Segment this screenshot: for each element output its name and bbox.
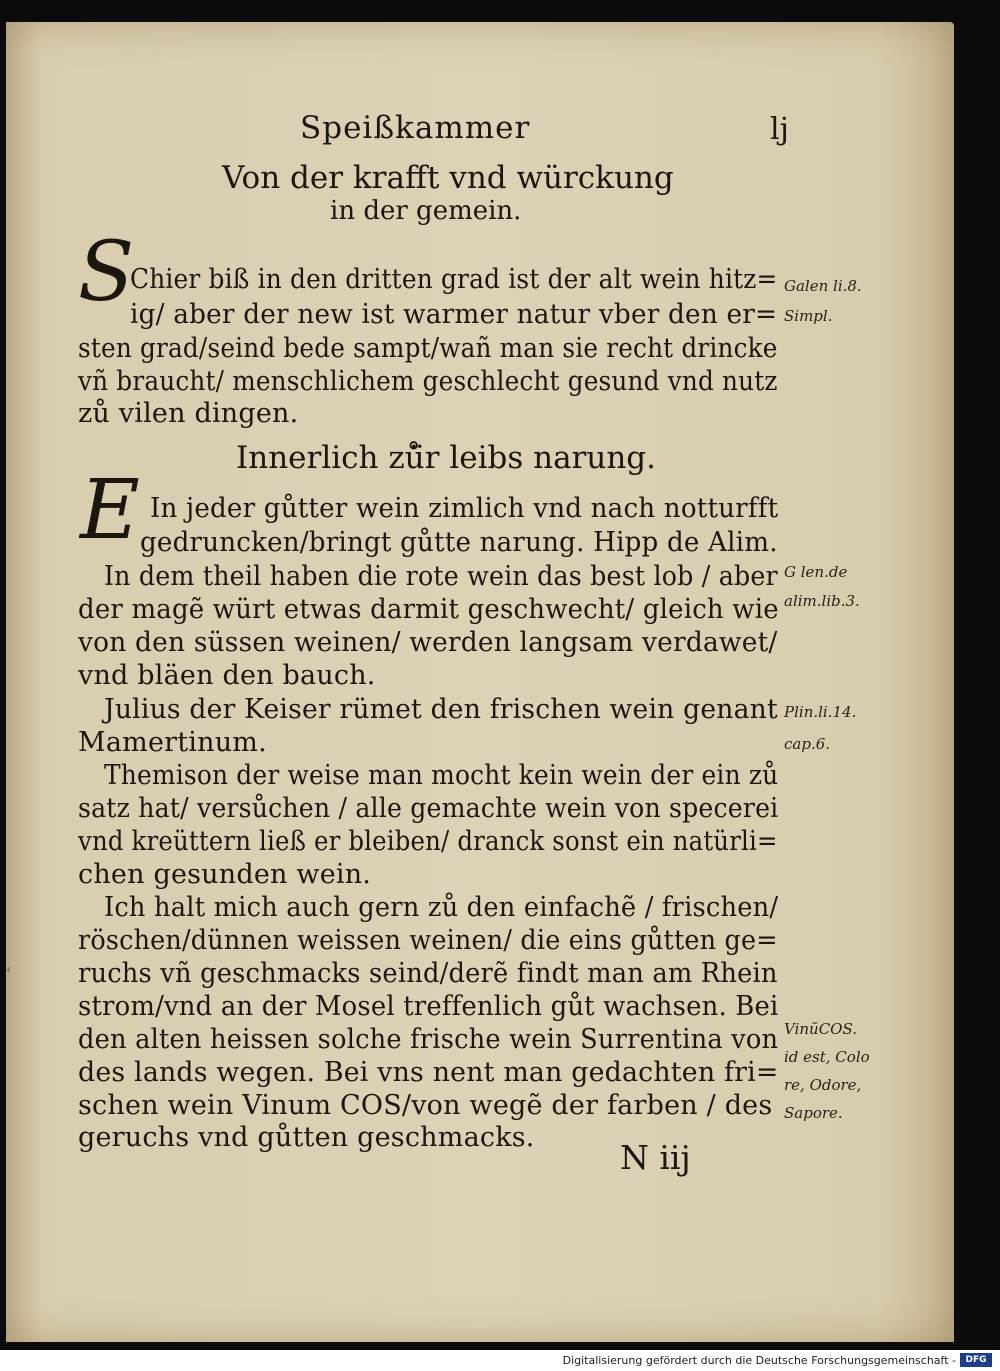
text-line: chen gesunden wein. — [78, 859, 372, 890]
section-heading-2: Innerlich zů̈r leibs narung. — [236, 440, 656, 476]
text-line: geruchs vnd gůtten geschmacks. — [78, 1122, 535, 1153]
text-line: Julius der Keiser rümet den frischen wein genant — [104, 694, 778, 725]
page-edge-mark: ‹ — [6, 962, 12, 978]
text-line: sten grad/seind bede sampt/wañ man sie recht drincke — [78, 333, 778, 364]
footer-credit: Digitalisierung gefördert durch die Deutsche Forschungsgemeinschaft - — [562, 1354, 956, 1367]
text-line: vñ braucht/ menschlichem geschlecht gesund vnd nutz — [78, 366, 778, 397]
margin-note: cap.6. — [784, 735, 831, 753]
signature-mark: N iij — [620, 1138, 691, 1177]
margin-note: id est, Colo — [784, 1048, 870, 1066]
dfg-logo: DFG — [960, 1353, 992, 1367]
text-line: von den süssen weinen/ werden langsam verdawet/ — [78, 627, 778, 658]
margin-note: Sapore. — [784, 1104, 843, 1122]
drop-cap-s: S — [78, 225, 135, 320]
text-line: Chier biß in den dritten grad ist der alt wein hitz= — [130, 264, 778, 295]
text-line: In dem theil haben die rote wein das best lob / aber — [104, 561, 778, 592]
section-heading: Von der krafft vnd würckung — [222, 160, 674, 196]
running-title: Speißkammer — [300, 110, 531, 146]
text-line: zů vilen dingen. — [78, 398, 299, 429]
section-subheading: in der gemein. — [330, 196, 522, 226]
folio-number: lj — [770, 112, 789, 147]
text-line: strom/vnd an der Mosel treffenlich gůt wachsen. Bei — [78, 991, 779, 1022]
text-line: vnd kreüttern ließ er bleiben/ dranck sonst ein natürli= — [78, 826, 778, 857]
text-line: des lands wegen. Bei vns nent man gedachten fri= — [78, 1057, 779, 1088]
margin-note: Galen li.8. — [784, 277, 862, 295]
text-line: gedruncken/bringt gůtte narung. Hipp de Alim. — [140, 527, 778, 558]
text-line: ig/ aber der new ist warmer natur vber den er= — [130, 299, 778, 330]
drop-cap-e: E — [80, 463, 140, 558]
margin-note: re, Odore, — [784, 1076, 862, 1094]
text-line: röschen/dünnen weissen weinen/ die eins gůtten ge= — [78, 925, 778, 956]
margin-note: VinũCOS. — [784, 1020, 857, 1038]
text-line: der magẽ würt etwas darmit geschwecht/ gleich wie — [78, 594, 779, 625]
footer-bar — [0, 1350, 1000, 1371]
margin-note: Plin.li.14. — [784, 703, 857, 721]
margin-note: G len.de — [784, 563, 848, 581]
text-line: In jeder gůtter wein zimlich vnd nach notturfft — [150, 493, 779, 524]
text-line: vnd bläen den bauch. — [78, 660, 376, 691]
margin-note: alim.lib.3. — [784, 592, 860, 610]
text-line: Mamertinum. — [78, 727, 267, 758]
margin-note: Simpl. — [784, 307, 833, 325]
text-line: schen wein Vinum COS/von wegẽ der farben / des — [78, 1090, 773, 1121]
text-line: Ich halt mich auch gern zů den einfachẽ / frischen/ — [104, 892, 779, 923]
text-line: satz hat/ versůchen / alle gemachte wein von specerei — [78, 793, 779, 824]
text-line: Themison der weise man mocht kein wein der ein zů — [104, 760, 779, 791]
text-line: den alten heissen solche frische wein Surrentina von — [78, 1024, 779, 1055]
text-line: ruchs vñ geschmacks seind/derẽ findt man am Rhein — [78, 958, 778, 989]
